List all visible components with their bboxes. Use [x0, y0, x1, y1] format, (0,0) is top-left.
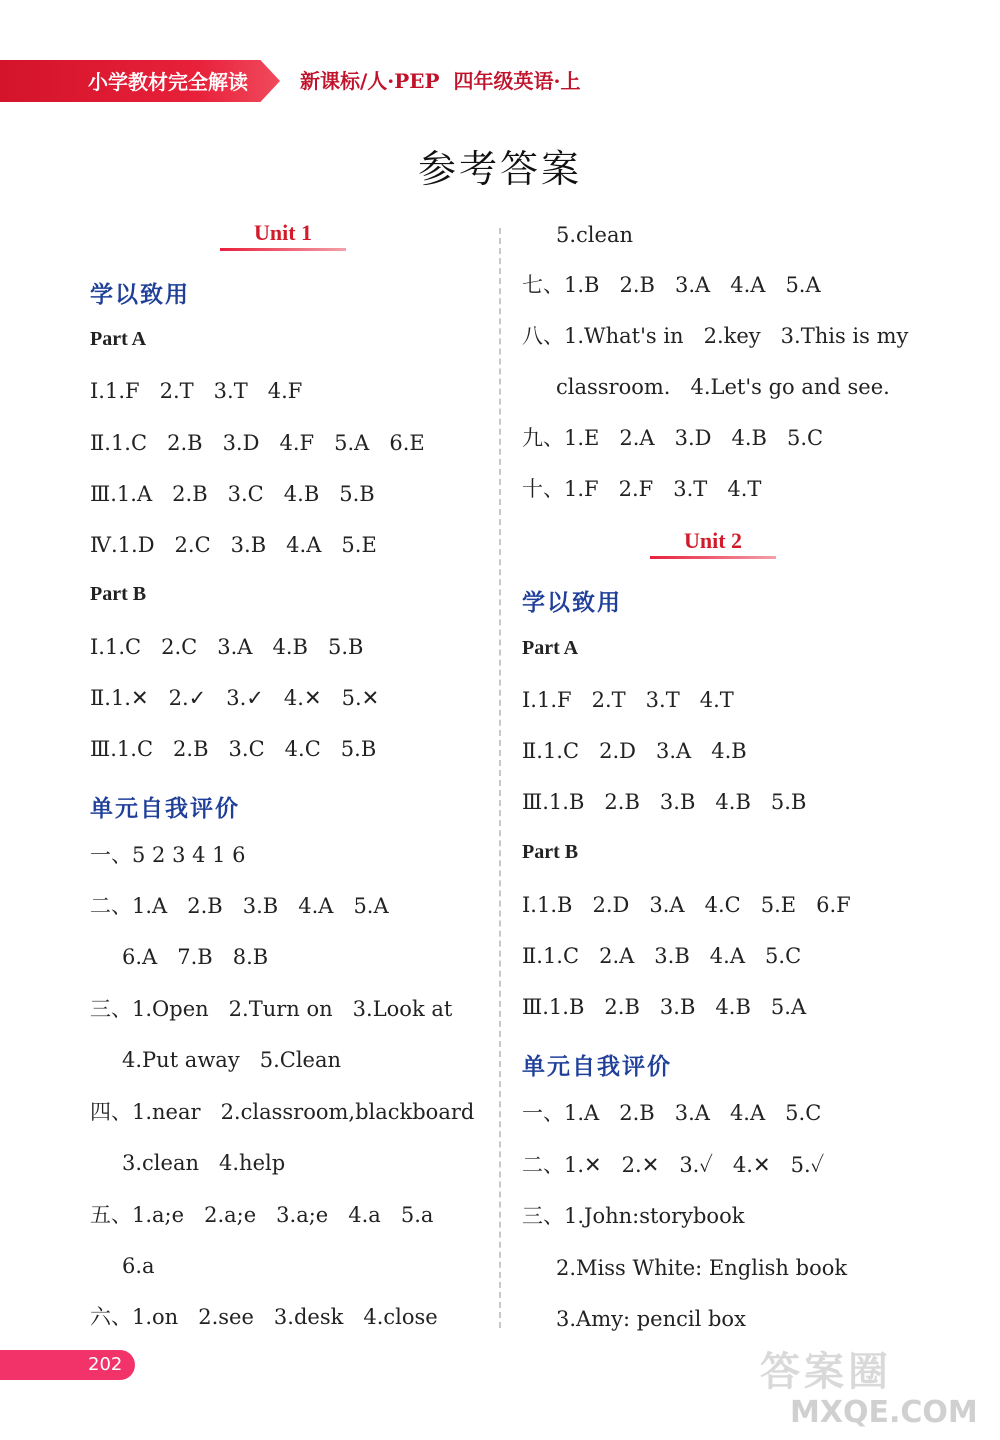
watermark-logo: 答案圈: [760, 1349, 892, 1395]
answer-line: 6.a: [122, 1254, 155, 1278]
answer-line: 2.Miss White: English book: [556, 1256, 848, 1280]
answer-line: 七、1.B 2.B 3.A 4.A 5.A: [522, 273, 821, 297]
answer-line: 三、1.John:storybook: [522, 1204, 745, 1228]
section-practice-u1: 学以致用: [90, 282, 190, 308]
section-self-eval-u2: 单元自我评价: [522, 1054, 672, 1080]
answer-line: 3.Amy: pencil box: [556, 1307, 746, 1331]
answer-line: 九、1.E 2.A 3.D 4.B 5.C: [522, 426, 824, 450]
part-b-u1: Part B: [90, 583, 147, 605]
part-a-u1: Part A: [90, 328, 147, 350]
answer-line: Ⅲ.1.C 2.B 3.C 4.C 5.B: [90, 737, 377, 761]
answer-line: 4.Put away 5.Clean: [122, 1048, 342, 1072]
answer-line: 二、1.✕ 2.✕ 3.✓ 4.✕ 5.✓: [522, 1153, 825, 1177]
answer-line: 二、1.A 2.B 3.B 4.A 5.A: [90, 894, 389, 918]
book-title: 小学教材完全解读: [88, 70, 248, 94]
section-practice-u2: 学以致用: [522, 590, 622, 616]
unit-2-heading: Unit 2: [650, 528, 776, 559]
answer-line: Ⅱ.1.C 2.A 3.B 4.A 5.C: [522, 944, 802, 968]
answer-line: 十、1.F 2.F 3.T 4.T: [522, 477, 762, 501]
answer-line: 3.clean 4.help: [122, 1151, 286, 1175]
page-title: 参考答案: [417, 147, 582, 191]
answer-line: Ⅲ.1.B 2.B 3.B 4.B 5.B: [522, 790, 807, 814]
answer-line: Ⅰ.1.F 2.T 3.T 4.T: [522, 688, 734, 712]
answer-line: Ⅱ.1.C 2.B 3.D 4.F 5.A 6.E: [90, 431, 425, 455]
answer-line: 一、1.A 2.B 3.A 4.A 5.C: [522, 1101, 822, 1125]
page-number: 202: [88, 1354, 123, 1375]
column-divider: [499, 228, 501, 1328]
edition-info: 新课标/人·PEP 四年级英语·上: [300, 69, 581, 93]
answer-line: 四、1.near 2.classroom,blackboard: [90, 1100, 475, 1124]
part-b-u2: Part B: [522, 841, 579, 863]
answer-line: 一、5 2 3 4 1 6: [90, 843, 246, 867]
answer-line: 5.clean: [556, 223, 633, 247]
answer-line: Ⅳ.1.D 2.C 3.B 4.A 5.E: [90, 533, 377, 557]
answer-line: Ⅲ.1.A 2.B 3.C 4.B 5.B: [90, 482, 375, 506]
answer-line: Ⅰ.1.C 2.C 3.A 4.B 5.B: [90, 635, 364, 659]
answer-line: Ⅰ.1.F 2.T 3.T 4.F: [90, 379, 303, 403]
watermark-url: MXQE.COM: [790, 1395, 978, 1430]
section-self-eval-u1: 单元自我评价: [90, 796, 240, 822]
answer-line: 八、1.What's in 2.key 3.This is my: [522, 324, 909, 348]
answer-line: Ⅰ.1.B 2.D 3.A 4.C 5.E 6.F: [522, 893, 851, 917]
answer-line: Ⅱ.1.✕ 2.✓ 3.✓ 4.✕ 5.✕: [90, 686, 380, 710]
answer-line: 五、1.a;e 2.a;e 3.a;e 4.a 5.a: [90, 1203, 434, 1227]
answer-line: 六、1.on 2.see 3.desk 4.close: [90, 1305, 438, 1329]
answer-line: Ⅲ.1.B 2.B 3.B 4.B 5.A: [522, 995, 807, 1019]
answer-line: Ⅱ.1.C 2.D 3.A 4.B: [522, 739, 747, 763]
unit-1-heading: Unit 1: [220, 220, 346, 251]
answer-line: 三、1.Open 2.Turn on 3.Look at: [90, 997, 453, 1021]
part-a-u2: Part A: [522, 637, 579, 659]
answer-line: classroom. 4.Let's go and see.: [556, 375, 890, 399]
answer-line: 6.A 7.B 8.B: [122, 945, 269, 969]
